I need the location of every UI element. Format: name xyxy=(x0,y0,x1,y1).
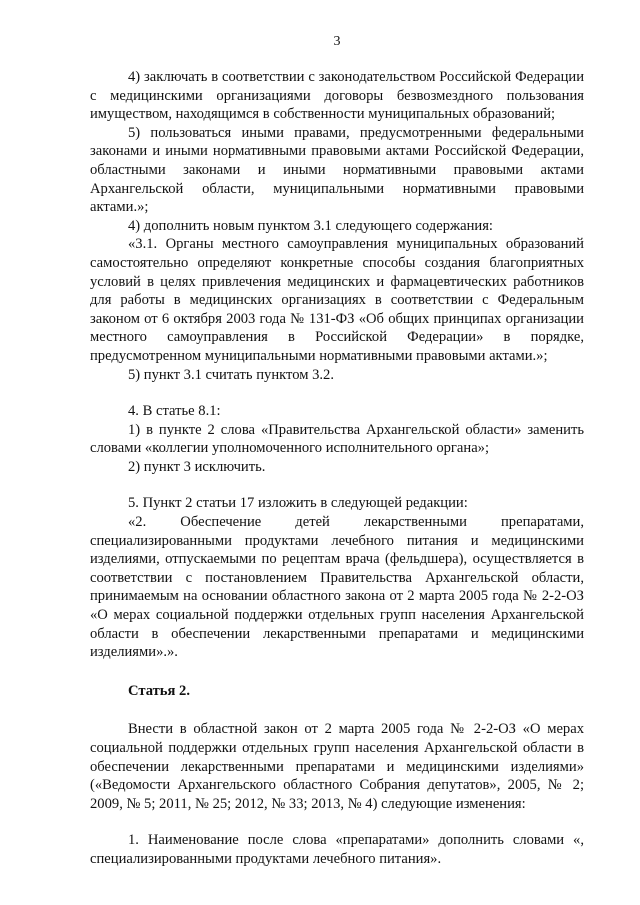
spacer xyxy=(90,662,584,682)
spacer xyxy=(90,700,584,720)
paragraph-article-17: 5. Пункт 2 статьи 17 изложить в следующей редакции: xyxy=(128,495,468,512)
spacer xyxy=(90,476,584,494)
paragraph-article-8-1-item-2: 2) пункт 3 исключить. xyxy=(128,458,266,475)
paragraph-add-point-3-1: 4) дополнить новым пунктом 3.1 следующего содержания: xyxy=(128,217,493,234)
paragraph-item-4-contracts: 4) заключать в соответствии с законодательством Российской Федерации с медицинскими организациями договоры безвозмездного пользования имуществом, находящимся в собственности муниципальных образований; xyxy=(90,69,584,123)
paragraph-point-3-1-renumber: 5) пункт 3.1 считать пунктом 3.2. xyxy=(128,366,335,383)
paragraph-item-5-rights: 5) пользоваться иными правами, предусмотренными федеральными законами и иными нормативными правовыми актами Российской Федерации, областными законами и иными нормативными правовыми актами Архангельской области, муниципальными нормативными правовыми актами.»; xyxy=(90,124,584,216)
paragraph-article-8-1: 4. В статье 8.1: xyxy=(128,403,221,420)
spacer xyxy=(90,384,584,402)
paragraph-article-2-intro: Внести в областной закон от 2 марта 2005 года № 2-2-ОЗ «О мерах социальной поддержки отдельных групп населения Архангельской области в обеспечении лекарственными препаратами и медицинскими изделиями» («Ведомости Архангельского областного Собрания депутатов», 2005, № 2; 2009, № 5; 2011, № 25; 2012, № 33; 2013, № 4) следующие изменения: xyxy=(90,721,584,812)
paragraph-point-3-1-text: «3.1. Органы местного самоуправления муниципальных образований самостоятельно определяют конкретные способы создания благоприятных условий в целях привлечения медицинских и фармацевтических работников для работы в медицинских организациях в соответствии с Федеральным законом от 6 октября 2003 года № 131-ФЗ «Об общих принципах организации местного самоуправления в Российской Федерации» в порядке, предусмотренном муниципальными нормативными правовыми актами.»; xyxy=(90,236,584,364)
paragraph-article-8-1-item-1: 1) в пункте 2 слова «Правительства Архангельской области» заменить словами «коллегии уполномоченного исполнительного органа»; xyxy=(90,421,584,457)
paragraph-article-17-text: «2. Обеспечение детей лекарственными препаратами, специализированными продуктами лечебного питания и медицинскими изделиями, отпускаемыми по рецептам врача (фельдшера), осуществляется в соответствии с постановлением Правительства Архангельской области, принимаемым на основании областного закона от 2 марта 2005 года № 2-2-ОЗ «О мерах социальной поддержки отдельных групп населения Архангельской области в обеспечении лекарственными препаратами и медицинскими изделиями».». xyxy=(90,514,584,661)
spacer xyxy=(90,813,584,831)
page-number: 3 xyxy=(333,34,341,49)
article-2-heading: Статья 2. xyxy=(128,682,190,699)
paragraph-article-2-item-1: 1. Наименование после слова «препаратами» дополнить словами «, специализированными продуктами лечебного питания». xyxy=(90,832,584,867)
